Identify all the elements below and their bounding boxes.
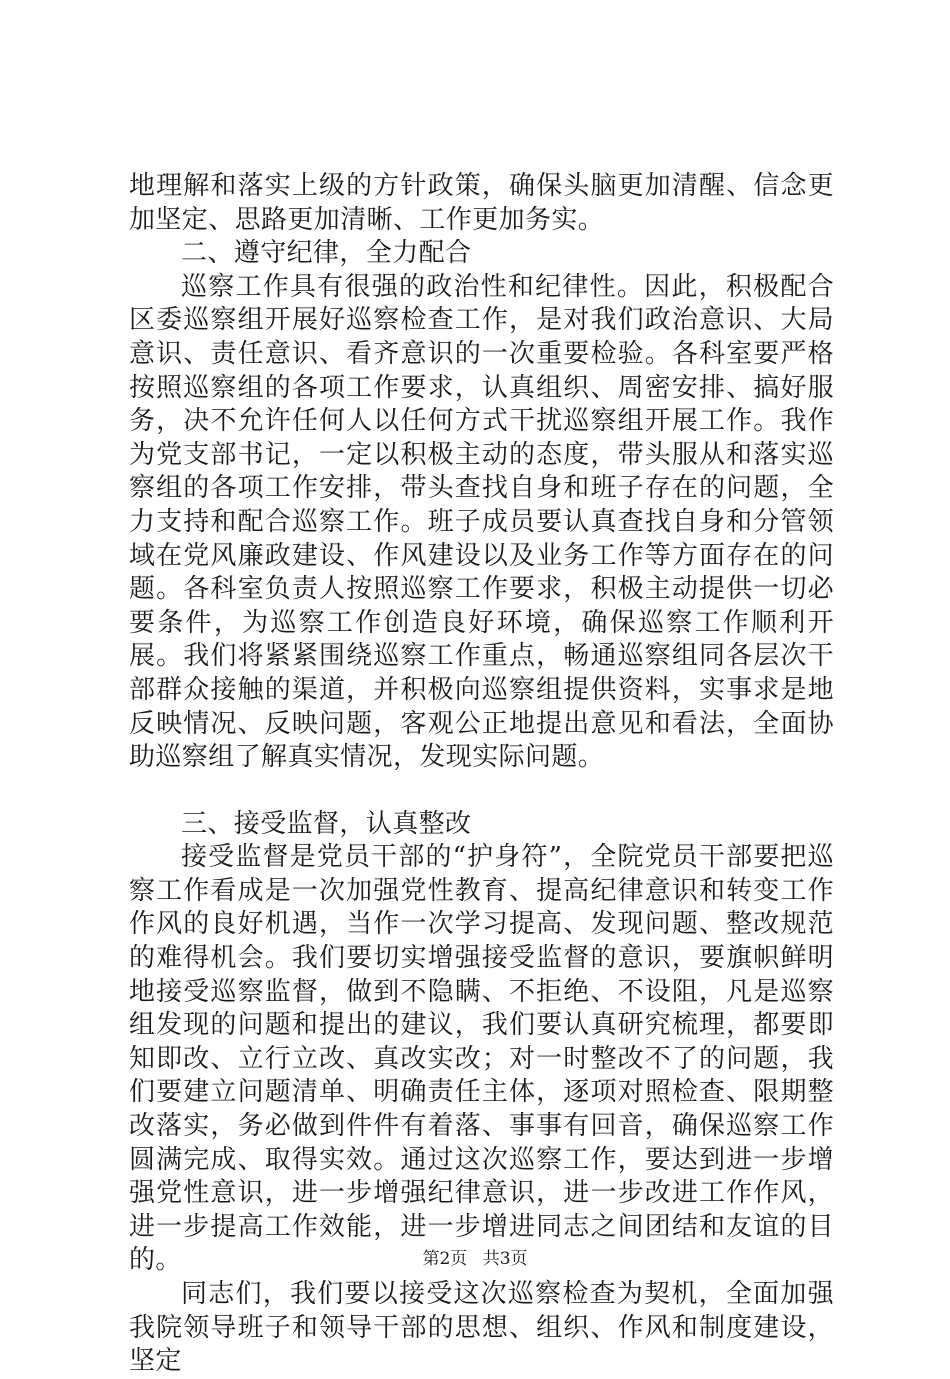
paragraph-supervision: 接受监督是党员干部的“护身符”，全院党员干部要把巡察工作看成是一次加强党性教育、提高纪律意识和转变工作作风的良好机遇，当作一次学习提高、发现问题、整改规范的难得机会。我们要切实增强接受监督的意识，要旗帜鲜明地接受巡察监督，做到不隐瞒、不拒绝、不设阻，凡是巡察组发现的问题和提出的建议，我们要认真研究梳理，都要即知即改、立行立改、真改实改；对一时整改不了的问题，我们要建立问题清单、明确责任主体，逐项对照检查、限期整改落实，务必做到件件有着落、事事有回音，确保巡察工作圆满完成、取得实效。通过这次巡察工作，要达到进一步增强党性意识，进一步增强纪律意识，进一步改进工作作风，进一步提高工作效能，进一步增进同志之间团结和友谊的目的。: [129, 842, 834, 1276]
page-total: 共3页: [482, 1249, 528, 1269]
page-number: 第2页: [422, 1249, 468, 1269]
paragraph-closing: 同志们，我们要以接受这次巡察检查为契机，全面加强我院领导班子和领导干部的思想、组织、作风和制度建设，坚定: [129, 1279, 834, 1377]
paragraph-continuation: 地理解和落实上级的方针政策，确保头脑更加清醒、信念更加坚定、思路更加清晰、工作更加务实。: [129, 171, 834, 235]
section-heading-3: 三、接受监督，认真整改: [181, 808, 472, 839]
document-body: [129, 170, 834, 1379]
paragraph-discipline: 巡察工作具有很强的政治性和纪律性。因此，积极配合区委巡察组开展好巡察检查工作，是对我们政治意识、大局意识、责任意识、看齐意识的一次重要检验。各科室要严格按照巡察组的各项工作要求，认真组织、周密安排、搞好服务，决不允许任何人以任何方式干扰巡察组开展工作。我作为党支部书记，一定以积极主动的态度，带头服从和落实巡察组的各项工作安排，带头查找自身和班子存在的问题，全力支持和配合巡察工作。班子成员要认真查找自身和分管领域在党风廉政建设、作风建设以及业务工作等方面存在的问题。各科室负责人按照巡察工作要求，积极主动提供一切必要条件，为巡察工作创造良好环境，确保巡察工作顺利开展。我们将紧紧围绕巡察工作重点，畅通巡察组同各层次干部群众接触的渠道，并积极向巡察组提供资料，实事求是地反映情况、反映问题，客观公正地提出意见和看法，全面协助巡察组了解真实情况，发现实际问题。: [129, 271, 834, 773]
page-footer: [0, 1244, 950, 1269]
section-heading-2: 二、遵守纪律，全力配合: [181, 238, 472, 269]
